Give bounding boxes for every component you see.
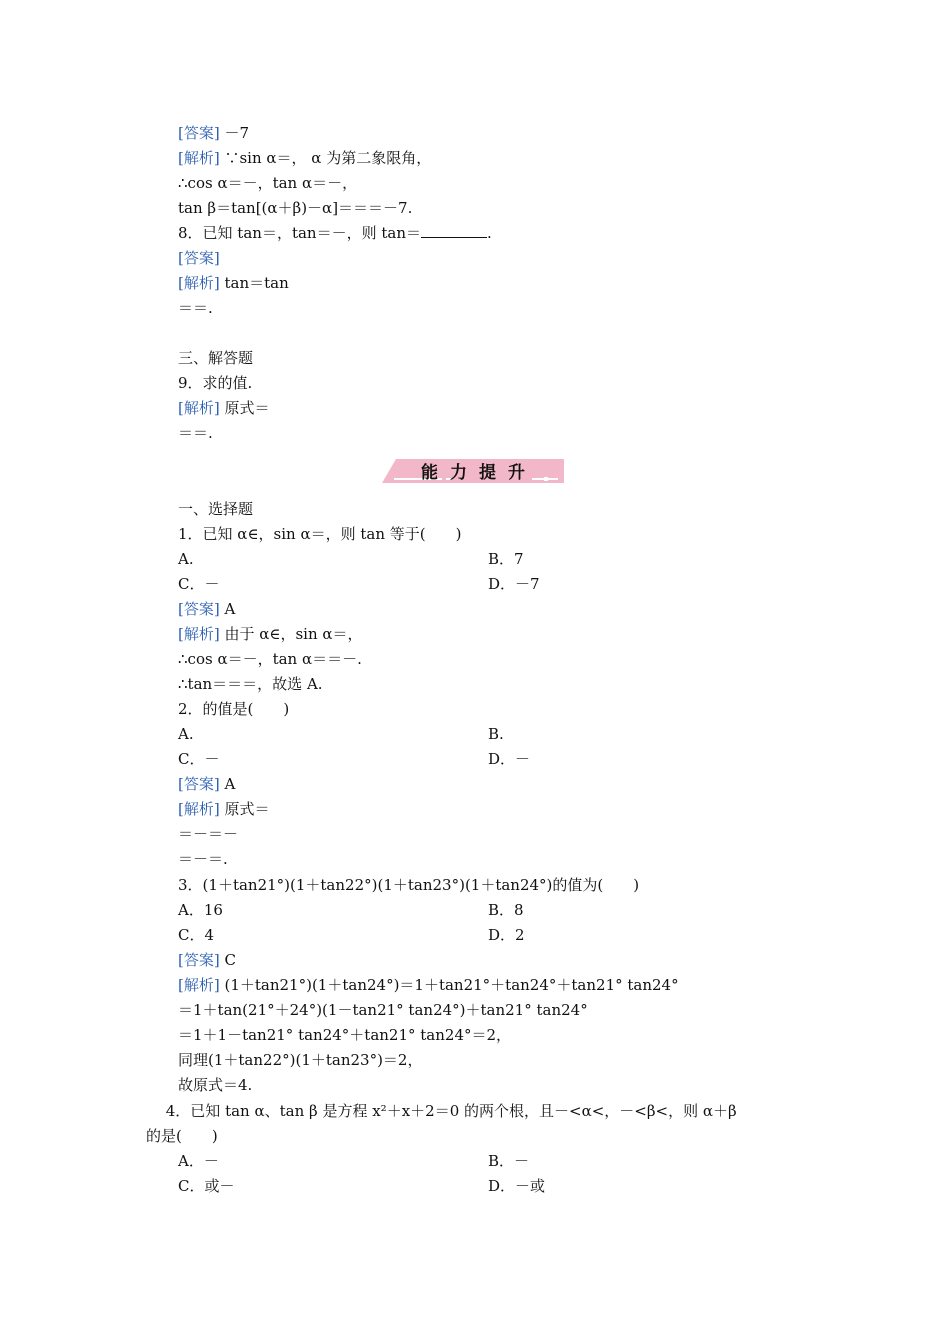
option-b: B. [488, 725, 504, 743]
analysis-line [178, 397, 270, 419]
option-d: D．2 [488, 926, 525, 944]
text-line: ∴cos α＝－，tan α＝＝－. [178, 650, 362, 668]
question-4-cont: 的是( ) [146, 1127, 218, 1145]
question-2: 2．的值是( ) [178, 700, 290, 718]
analysis-tag: [解析] [178, 625, 220, 643]
option-d: D．－或 [488, 1177, 546, 1195]
text-line: ∴tan＝＝＝，故选 A. [178, 675, 323, 693]
answer-line [178, 773, 235, 795]
text-line: 同理(1＋tan22°)(1＋tan23°)＝2， [178, 1051, 423, 1069]
analysis-tag: [解析] [178, 399, 220, 417]
option-d: D．－7 [488, 575, 540, 593]
text-line: ＝＝. [178, 424, 213, 442]
question-3: 3．(1＋tan21°)(1＋tan22°)(1＋tan23°)(1＋tan24°)的值为( ) [178, 876, 640, 894]
analysis-tag: [解析] [178, 149, 220, 167]
analysis-text: 由于 α∈，sin α＝， [219, 625, 363, 643]
option-c: C．－ [178, 750, 220, 768]
option-c: C．4 [178, 926, 215, 944]
answer-text: C [219, 951, 236, 969]
option-b: B．8 [488, 901, 524, 919]
analysis-text: tan＝tan [219, 274, 289, 292]
option-a: A．－ [178, 1152, 219, 1170]
text-line: ＝1＋tan(21°＋24°)(1－tan21° tan24°)＋tan21° tan24° [178, 1001, 588, 1019]
analysis-line [178, 974, 679, 996]
answer-line [178, 598, 235, 620]
analysis-text: ∵sin α＝， α 为第二象限角， [219, 149, 432, 167]
analysis-line [178, 147, 431, 169]
section-banner [382, 455, 564, 487]
analysis-tag: [解析] [178, 976, 220, 994]
text-line: 故原式＝4. [178, 1076, 253, 1094]
question-end: . [486, 224, 492, 242]
text-line: tan β＝tan[(α＋β)－α]＝＝＝－7. [178, 199, 413, 217]
answer-text: －7 [219, 124, 250, 142]
answer-tag: [答案] [178, 249, 220, 267]
text-line: ＝1＋1－tan21° tan24°＋tan21° tan24°＝2， [178, 1026, 512, 1044]
text-line: ＝－＝－ [178, 825, 239, 843]
question-4: 4．已知 tan α、tan β 是方程 x²＋x＋2＝0 的两个根，且－<α<，－<β<，则 α＋β [146, 1102, 737, 1120]
answer-tag: [答案] [178, 124, 220, 142]
question-text: 8．已知 tan＝，tan＝－，则 tan＝ [178, 224, 421, 242]
answer-tag: [答案] [178, 600, 220, 618]
answer-tag: [答案] [178, 775, 220, 793]
answer-text: A [219, 600, 236, 618]
analysis-line [178, 798, 270, 820]
analysis-text: (1＋tan21°)(1＋tan24°)＝1＋tan21°＋tan24°＋tan21° tan24° [219, 976, 679, 994]
banner-title: 能力提升 [421, 463, 537, 483]
option-b: B．7 [488, 550, 524, 568]
answer-text: A [219, 775, 236, 793]
option-c: C．或－ [178, 1177, 235, 1195]
question-8 [178, 222, 492, 244]
section-heading: 三、解答题 [178, 349, 254, 367]
option-b: B．－ [488, 1152, 530, 1170]
text-line: ＝＝. [178, 299, 213, 317]
analysis-tag: [解析] [178, 274, 220, 292]
section-heading: 一、选择题 [178, 500, 254, 518]
option-a: A. [178, 550, 194, 568]
text-line: ∴cos α＝－，tan α＝－， [178, 174, 358, 192]
analysis-text: 原式＝ [219, 399, 270, 417]
answer-line [178, 247, 220, 269]
answer-blank [421, 223, 487, 238]
analysis-tag: [解析] [178, 800, 220, 818]
answer-tag: [答案] [178, 951, 220, 969]
analysis-text: 原式＝ [219, 800, 270, 818]
analysis-line [178, 623, 363, 645]
answer-line [178, 122, 249, 144]
option-a: A．16 [178, 901, 223, 919]
question-1: 1．已知 α∈，sin α＝，则 tan 等于( ) [178, 525, 462, 543]
question-9: 9．求的值. [178, 374, 253, 392]
option-d: D．－ [488, 750, 531, 768]
answer-line [178, 949, 236, 971]
option-a: A. [178, 725, 194, 743]
analysis-line [178, 272, 289, 294]
text-line: ＝－＝. [178, 850, 228, 868]
option-c: C．－ [178, 575, 220, 593]
